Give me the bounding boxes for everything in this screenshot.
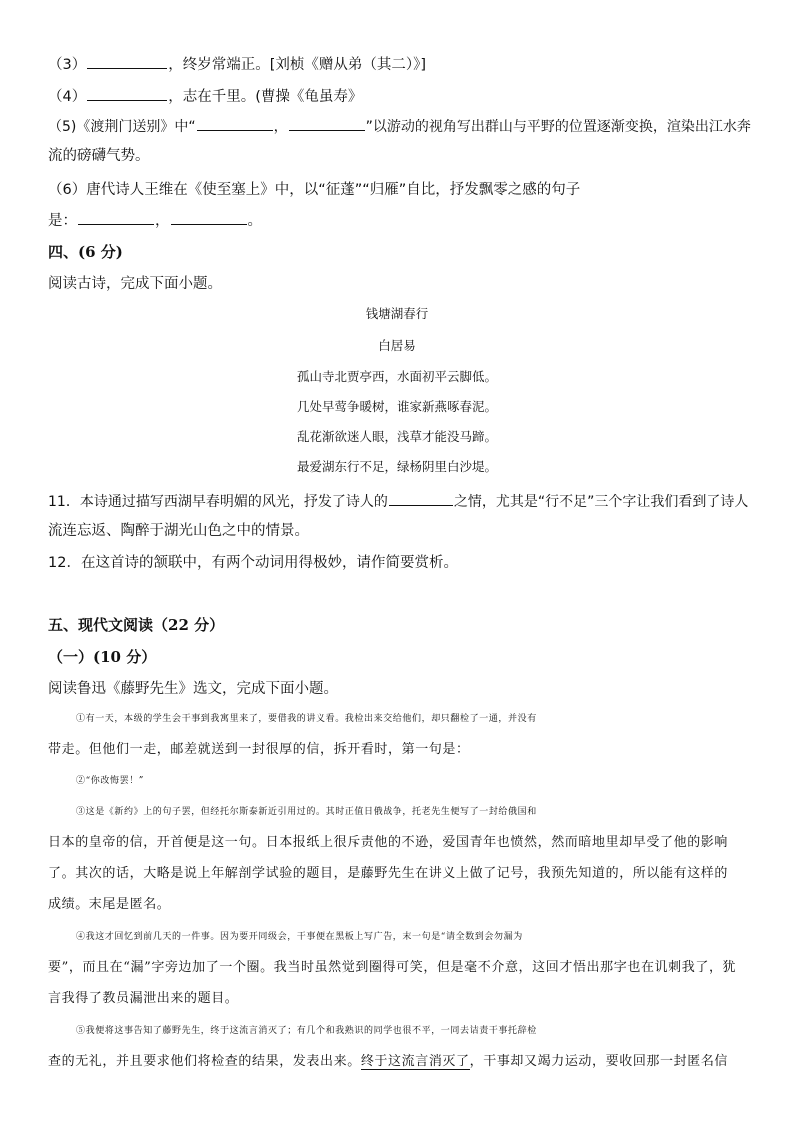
subsection-title: （一）(10 分） — [48, 648, 157, 666]
passage-text: ，干事却又竭力运动，要收回那一封匿名信 — [469, 1054, 729, 1069]
poem-title: 钱塘湖春行 — [365, 306, 429, 321]
question-text: 之情，尤其是“行不足”三个字让我们看到了诗人 — [453, 494, 749, 510]
question-text: 是： — [48, 213, 77, 229]
passage-p4-line1: ④我这才回忆到前几天的一件事。因为要开同级会，干事便在黑板上写广告，末一句是“请全数到会勿漏为 — [76, 932, 523, 942]
passage-p4-line3: 言我得了教员漏泄出来的题目。 — [48, 991, 239, 1006]
question-12: 12．在这首诗的颔联中，有两个动词用得极妙，请作简要赏析。 — [48, 555, 458, 571]
poem-author: 白居易 — [378, 338, 416, 353]
question-5-line2: 流的磅礴气势。 — [48, 148, 150, 164]
section-4-title: 四、(6 分) — [48, 243, 123, 261]
answer-blank[interactable] — [87, 54, 167, 69]
section-5-title: 五、现代文阅读（22 分） — [48, 616, 225, 634]
poem-line: 乱花渐欲迷人眼，浅草才能没马蹄。 — [296, 429, 497, 444]
passage-p2: ②“你改悔罢！” — [76, 776, 145, 786]
passage-p1-line1: ①有一天，本级的学生会干事到我寓里来了，要借我的讲义看。我检出来交给他们，却只翻检了一通，并没有 — [76, 714, 537, 724]
section-5-intro: 阅读鲁迅《藤野先生》选文，完成下面小题。 — [48, 681, 338, 697]
section-4-intro: 阅读古诗，完成下面小题。 — [48, 276, 222, 292]
answer-blank[interactable] — [289, 116, 365, 131]
answer-blank[interactable] — [389, 491, 453, 506]
poem-line: 几处早莺争暖树，谁家新燕啄春泥。 — [296, 399, 497, 414]
underlined-sentence: 终于这流言消灭了 — [360, 1054, 470, 1069]
separator: ， — [273, 119, 288, 135]
passage-p1-line2: 带走。但他们一走，邮差就送到一封很厚的信，拆开看时，第一句是： — [48, 742, 470, 757]
question-3 — [48, 54, 754, 75]
question-6-line2 — [48, 210, 754, 231]
answer-blank[interactable] — [87, 86, 167, 101]
question-text: ，志在千里。(曹操《龟虽寿》 — [168, 89, 363, 105]
question-11 — [48, 491, 754, 512]
passage-p3-line2: 日本的皇帝的信，开首便是这一句。日本报纸上很斥责他的不逊，爱国青年也愤然，然而暗地里却早受了他的影响 — [48, 835, 729, 850]
question-text: ”以游动的视角写出群山与平野的位置逐渐变换，渲染出江水奔 — [365, 119, 751, 135]
question-text: 11．本诗通过描写西湖早春明媚的风光，抒发了诗人的 — [48, 494, 388, 510]
answer-blank[interactable] — [171, 210, 247, 225]
question-11-line2: 流连忘返、陶醉于湖光山色之中的情景。 — [48, 523, 309, 539]
question-6: （6）唐代诗人王维在《使至塞上》中，以“征蓬”“归雁”自比，抒发飘零之感的句子 — [48, 182, 581, 198]
poem-line: 最爱湖东行不足，绿杨阴里白沙堤。 — [296, 459, 497, 474]
question-text: 。 — [247, 213, 262, 229]
poem-line: 孤山寺北贾亭西，水面初平云脚低。 — [296, 369, 497, 384]
separator: ， — [155, 213, 170, 229]
passage-p3-line4: 成绩。末尾是匿名。 — [48, 897, 171, 912]
question-number: （3） — [48, 57, 87, 73]
question-text: （5)《渡荆门送别》中“ — [48, 119, 196, 135]
passage-p3-line3: 了。其次的话，大略是说上年解剖学试验的题目，是藤野先生在讲义上做了记号，我预先知道的，所以能有这样的 — [48, 866, 729, 881]
passage-p4-line2: 要”，而且在“漏”字旁边加了一个圈。我当时虽然觉到圈得可笑，但是毫不介意，这回才悟出那字也在讥刺我了，犹 — [48, 960, 737, 975]
question-text: ，终岁常端正。[刘桢《赠从弟（其二）》] — [168, 57, 427, 73]
question-5 — [48, 116, 754, 137]
answer-blank[interactable] — [78, 210, 154, 225]
passage-p3-line1: ③这是《新约》上的句子罢，但经托尔斯泰新近引用过的。其时正值日俄战争，托老先生便写了一封给俄国和 — [76, 807, 537, 817]
passage-p5-line1: ⑤我便将这事告知了藤野先生，终于这流言消灭了；有几个和我熟识的同学也很不平，一同去诘责干事托辞检 — [76, 1026, 537, 1036]
question-4 — [48, 86, 754, 107]
question-number: （4） — [48, 89, 87, 105]
passage-p5-line2 — [48, 1052, 748, 1072]
answer-blank[interactable] — [197, 116, 273, 131]
passage-text: 查的无礼，并且要求他们将检查的结果，发表出来。 — [48, 1054, 361, 1069]
